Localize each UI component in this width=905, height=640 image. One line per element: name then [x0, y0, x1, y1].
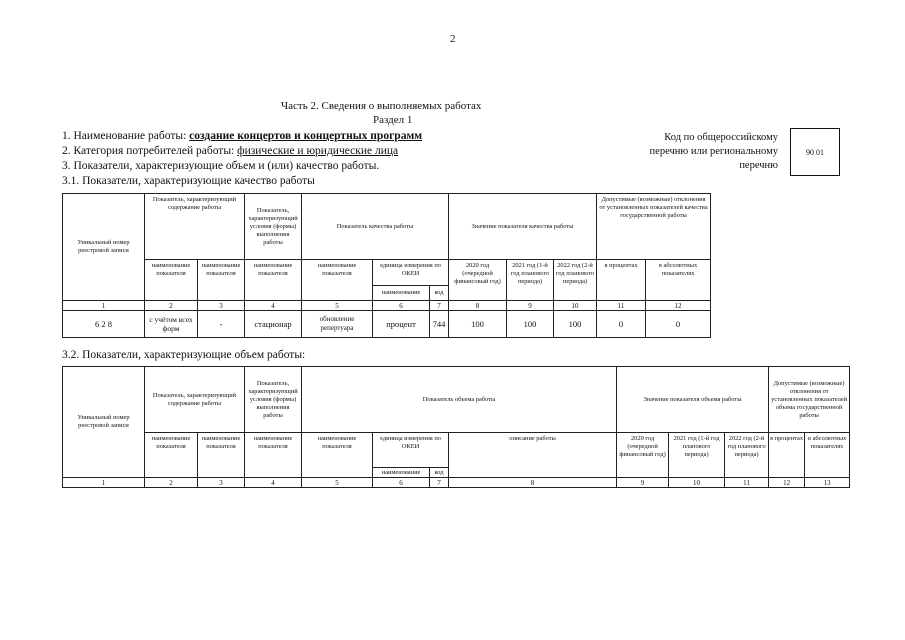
- column-number: 13: [805, 478, 850, 488]
- work-name-line: [62, 130, 422, 142]
- header-absolute: в абсолютных показателях: [805, 433, 850, 478]
- column-number: 12: [646, 301, 711, 311]
- cell-conditions: стационар: [245, 311, 302, 338]
- column-number: 8: [449, 478, 617, 488]
- header-unit-name: наименование: [373, 468, 430, 478]
- column-number: 9: [617, 478, 669, 488]
- header-year-2021: 2021 год (1-й год планового периода): [669, 433, 725, 478]
- column-number: 7: [430, 301, 449, 311]
- header-year-2020: 2020 год (очередной финансовый год): [449, 260, 507, 301]
- code-value: 90 01: [806, 147, 824, 157]
- volume-heading: 3.2. Показатели, характеризующие объем работы:: [62, 349, 306, 361]
- cell-deviation-percent: 0: [597, 311, 646, 338]
- consumers-label: 2. Категория потребителей работы:: [62, 145, 238, 157]
- code-label: [650, 131, 778, 173]
- column-number: 11: [725, 478, 769, 488]
- header-quality-indicator: Показатель качества работы: [302, 194, 449, 260]
- header-year-2022: 2022 год (2-й год планового периода): [554, 260, 597, 301]
- header-year-2021: 2021 год (1-й год планового периода): [507, 260, 554, 301]
- column-number: 4: [245, 301, 302, 311]
- cell-indicator: обновление репертуара: [302, 311, 373, 338]
- column-number: 2: [145, 301, 198, 311]
- header-deviation: Допустимые (возможные) отклонения от установленных показателей качества государственной работы: [597, 194, 711, 260]
- header-quality-value: Значение показателя качества работы: [449, 194, 597, 260]
- column-number: 3: [198, 478, 245, 488]
- header-unit-code: код: [430, 286, 449, 301]
- quality-table: [62, 193, 711, 338]
- part-title: Часть 2. Сведения о выполняемых работах: [281, 100, 482, 112]
- code-label-line: перечню: [739, 160, 778, 171]
- header-name-indicator: наименование показателя: [302, 260, 373, 301]
- header-name-indicator: наименование показателя: [145, 433, 198, 478]
- header-name-indicator: наименование показателя: [198, 433, 245, 478]
- header-name-indicator: наименование показателя: [145, 260, 198, 301]
- header-content: Показатель, характеризующий содержание работы: [145, 367, 245, 433]
- header-absolute: в абсолютных показателях: [646, 260, 711, 301]
- header-registry: Уникальный номер реестровой записи: [63, 367, 145, 478]
- cell-content: -: [198, 311, 245, 338]
- column-number: 1: [63, 478, 145, 488]
- column-number: 10: [669, 478, 725, 488]
- header-percent: в процентах: [769, 433, 805, 478]
- cell-unit-code: 744: [430, 311, 449, 338]
- header-deviation: Допустимые (возможные) отклонения от установленных показателей объема государственной работы: [769, 367, 850, 433]
- header-unit: единица измерения по ОКЕИ: [373, 260, 449, 286]
- header-content: Показатель, характеризующий содержание работы: [145, 194, 245, 260]
- header-name-indicator: наименование показателя: [302, 433, 373, 478]
- code-label-line: Код по общероссийскому: [664, 132, 778, 143]
- header-volume-value: Значение показателя объема работы: [617, 367, 769, 433]
- table-row: [63, 311, 711, 338]
- cell-deviation-absolute: 0: [646, 311, 711, 338]
- header-conditions: Показатель, характеризующий условия (формы) выполнения работы: [245, 367, 302, 433]
- column-number: 10: [554, 301, 597, 311]
- column-number: 3: [198, 301, 245, 311]
- cell-content: с учётом всех форм: [145, 311, 198, 338]
- header-unit: единица измерения по ОКЕИ: [373, 433, 449, 468]
- consumers-value: физические и юридические лица: [237, 145, 399, 157]
- header-name-indicator: наименование показателя: [198, 260, 245, 301]
- column-number: 4: [245, 478, 302, 488]
- work-name-value: создание концертов и концертных программ: [189, 130, 423, 142]
- page-number: 2: [450, 33, 456, 45]
- header-registry: Уникальный номер реестровой записи: [63, 194, 145, 301]
- header-percent: в процентах: [597, 260, 646, 301]
- column-number: 9: [507, 301, 554, 311]
- column-number: 6: [373, 478, 430, 488]
- header-year-2020: 2020 год (очередной финансовый год): [617, 433, 669, 478]
- column-number: 7: [430, 478, 449, 488]
- header-volume-indicator: Показатель объема работы: [302, 367, 617, 433]
- cell-value-2022: 100: [554, 311, 597, 338]
- indicators-heading: 3. Показатели, характеризующие объем и (или) качество работы.: [62, 160, 380, 172]
- column-number: 11: [597, 301, 646, 311]
- cell-registry: 6 2 8: [63, 311, 145, 338]
- consumers-line: [62, 145, 398, 157]
- header-conditions: Показатель, характеризующий условия (формы) выполнения работы: [245, 194, 302, 260]
- cell-value-2021: 100: [507, 311, 554, 338]
- cell-unit-name: процент: [373, 311, 430, 338]
- header-year-2022: 2022 год (2-й год планового периода): [725, 433, 769, 478]
- volume-table: [62, 366, 850, 488]
- column-number: 6: [373, 301, 430, 311]
- column-number: 2: [145, 478, 198, 488]
- section-title: Раздел 1: [373, 114, 413, 126]
- header-name-indicator: наименование показателя: [245, 260, 302, 301]
- column-number: 5: [302, 301, 373, 311]
- cell-value-2020: 100: [449, 311, 507, 338]
- code-box: [790, 128, 840, 176]
- work-name-label: 1. Наименование работы:: [62, 130, 190, 142]
- code-label-line: перечню или региональному: [649, 146, 778, 157]
- column-number: 5: [302, 478, 373, 488]
- column-number: 1: [63, 301, 145, 311]
- column-number: 8: [449, 301, 507, 311]
- header-description: описание работы: [449, 433, 617, 478]
- header-name-indicator: наименование показателя: [245, 433, 302, 478]
- header-unit-code: код: [430, 468, 449, 478]
- quality-heading: 3.1. Показатели, характеризующие качество работы: [62, 175, 315, 187]
- column-number: 12: [769, 478, 805, 488]
- header-unit-name: наименование: [373, 286, 430, 301]
